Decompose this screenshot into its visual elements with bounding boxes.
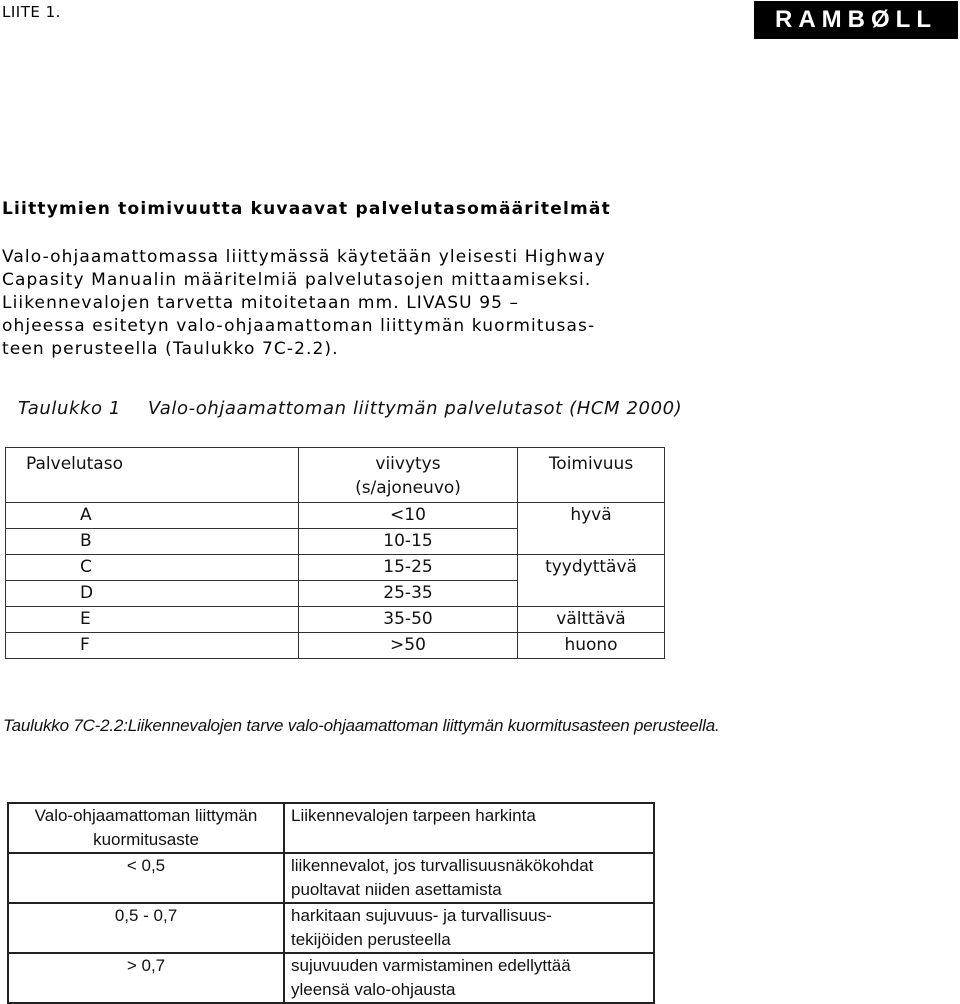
paragraph-line: teen perusteella (Taulukko 7C-2.2).: [2, 339, 339, 359]
load-header-line: kuormitusaste: [93, 830, 199, 849]
load-header-line: Valo-ohjaamattoman liittymän: [34, 806, 258, 825]
table-header-row: [8, 803, 654, 853]
performance-cell: [518, 529, 665, 555]
column-header-consideration: [284, 803, 654, 853]
consideration-cell: [284, 853, 654, 903]
consideration-line: harkitaan sujuvuus- ja turvallisuus-: [291, 906, 552, 925]
table-row: [6, 581, 665, 607]
level-cell: C: [6, 555, 299, 581]
traffic-light-need-table: [7, 802, 655, 1004]
service-level-table: [5, 447, 665, 659]
performance-cell: huono: [518, 633, 665, 659]
appendix-label: LIITE 1.: [2, 3, 61, 21]
level-cell: B: [6, 529, 299, 555]
consideration-cell: [284, 903, 654, 953]
table-row: [8, 903, 654, 953]
consideration-line: tekijöiden perusteella: [291, 930, 451, 949]
load-cell: [8, 903, 284, 953]
load-cell: [8, 853, 284, 903]
table-row: [6, 555, 665, 581]
paragraph-line: Capasity Manualin määritelmiä palvelutasojen mittaamiseksi.: [2, 270, 592, 290]
performance-cell: tyydyttävä: [518, 555, 665, 581]
paragraph-line: ohjeessa esitetyn valo-ohjaamattoman liittymän kuormitusas-: [2, 316, 596, 336]
level-cell: A: [6, 503, 299, 529]
column-header-level: Palvelutaso: [6, 448, 299, 503]
performance-cell: välttävä: [518, 607, 665, 633]
ramboll-logo: RAMBØLL: [754, 1, 958, 39]
consideration-line: sujuvuuden varmistaminen edellyttää: [291, 956, 571, 975]
delay-cell: <10: [299, 503, 518, 529]
table-row: [6, 503, 665, 529]
table2-caption: Taulukko 7C-2.2:Liikennevalojen tarve valo-ohjaamattoman liittymän kuormitusasteen perusteella.: [3, 716, 720, 735]
table-row: [6, 529, 665, 555]
column-header-load: [8, 803, 284, 853]
level-cell: F: [6, 633, 299, 659]
delay-cell: 35-50: [299, 607, 518, 633]
table1-caption-number: Taulukko 1: [18, 398, 121, 419]
delay-cell: 25-35: [299, 581, 518, 607]
delay-cell: 15-25: [299, 555, 518, 581]
column-header-delay: [299, 448, 518, 503]
intro-paragraph: [2, 246, 662, 361]
delay-header-line: viivytys: [375, 454, 441, 474]
consideration-line: yleensä valo-ohjausta: [291, 980, 456, 999]
column-header-performance: Toimivuus: [518, 448, 665, 503]
paragraph-line: Liikennevalojen tarvetta mitoitetaan mm. LIVASU 95 –: [2, 293, 520, 313]
paragraph-line: Valo-ohjaamattomassa liittymässä käytetään yleisesti Highway: [2, 247, 606, 267]
load-value: 0,5 - 0,7: [114, 906, 178, 925]
consideration-line: liikennevalot, jos turvallisuusnäkökohdat: [291, 856, 594, 875]
performance-cell: [518, 581, 665, 607]
consideration-line: puoltavat niiden asettamista: [291, 880, 502, 899]
table-row: [8, 853, 654, 903]
section-heading: Liittymien toimivuutta kuvaavat palvelutasomääritelmät: [2, 199, 611, 219]
load-cell: [8, 953, 284, 1003]
consideration-cell: [284, 953, 654, 1003]
performance-cell: hyvä: [518, 503, 665, 529]
table-header-row: [6, 448, 665, 503]
consideration-header-line: Liikennevalojen tarpeen harkinta: [291, 806, 536, 825]
delay-cell: >50: [299, 633, 518, 659]
table1-caption-title: Valo-ohjaamattoman liittymän palvelutasot (HCM 2000): [148, 398, 683, 419]
table-row: [6, 633, 665, 659]
table-row: [6, 607, 665, 633]
delay-cell: 10-15: [299, 529, 518, 555]
delay-unit-line: (s/ajoneuvo): [355, 478, 461, 498]
level-cell: D: [6, 581, 299, 607]
level-cell: E: [6, 607, 299, 633]
table-row: [8, 953, 654, 1003]
table1-caption: [18, 398, 682, 419]
load-value: > 0,7: [126, 956, 166, 975]
load-value: < 0,5: [126, 856, 166, 875]
